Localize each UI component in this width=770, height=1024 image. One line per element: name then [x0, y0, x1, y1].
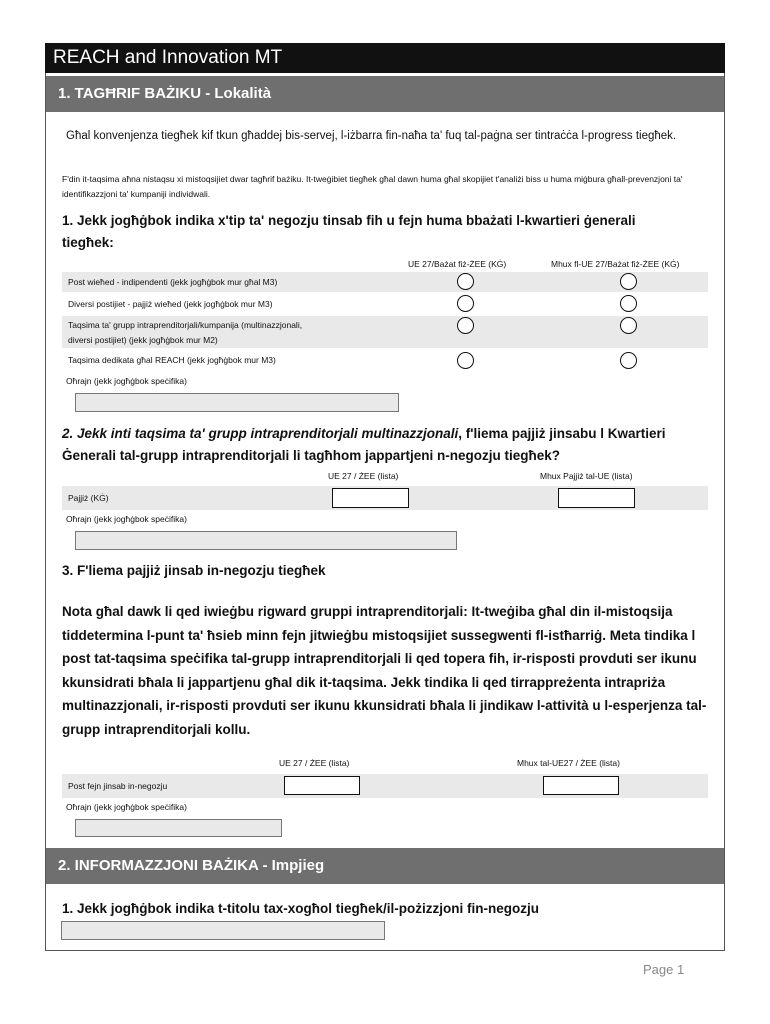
- other-input[interactable]: [75, 819, 282, 837]
- intro-text: Għal konvenjenza tiegħek kif tkun għaddej bis-servej, l-iżbarra fin-naħa ta' fuq tal-paġna ser tintraċċa l-progress tiegħek.: [66, 130, 677, 142]
- other-label: Oħrajn (jekk jogħġbok speċifika): [66, 802, 187, 812]
- other-input[interactable]: [75, 393, 399, 412]
- question-2-rest: , f'liema pajjiż jinsabu l Kwartieri Ġenerali tal-grupp intraprenditorjali li tagħhom jappartjeni n-negozju tiegħek?: [62, 426, 666, 463]
- eu-country-select[interactable]: [332, 488, 409, 508]
- question-2-italic: 2. Jekk inti taqsima ta' grupp intraprenditorjali multinazzjonali: [62, 426, 459, 441]
- question-1: 1. Jekk jogħġbok indika x'tip ta' negozju tinsab fih u fejn huma bbażati l-kwartieri ġenerali tiegħek:: [62, 213, 636, 250]
- question-2: [62, 423, 712, 467]
- radio-single-site-non-eu[interactable]: [620, 273, 637, 290]
- page-number: Page 1: [643, 962, 685, 977]
- eu-location-select[interactable]: [284, 776, 360, 795]
- option-label: Taqsima ta' grupp intraprenditorjali/kumpanija (multinazzjonali,: [68, 320, 303, 330]
- business-location-label: Post fejn jinsab in-negozju: [68, 781, 168, 791]
- section-2-heading: 2. INFORMAZZJONI BAŻIKA - Impjieg: [46, 848, 724, 884]
- other-input[interactable]: [75, 531, 457, 550]
- column-header-non-eu: Mhux fl-UE 27/Bażat fiż-ŻEE (KĠ): [551, 259, 680, 269]
- radio-group-division-non-eu[interactable]: [620, 317, 637, 334]
- column-header-non-eu: Mhux Pajjiż tal-UE (lista): [540, 471, 633, 481]
- section-1-heading: 1. TAGĦRIF BAŻIKU - Lokalità: [46, 76, 724, 112]
- other-label: Oħrajn (jekk jogħġbok speċifika): [66, 376, 187, 386]
- radio-reach-division-eu[interactable]: [457, 352, 474, 369]
- non-eu-country-select[interactable]: [558, 488, 635, 508]
- column-header-non-eu: Mhux tal-UE27 / ŻEE (lista): [517, 758, 620, 768]
- privacy-note: F'din it-taqsima aħna nistaqsu xi mistoqsijiet dwar tagħrif bażiku. It-tweġibiet tiegħek għal dawn huma għal skopijiet t'analiżi biss u huma miġbura għall-prevenzjoni ta' identifikazzjoni ta' kumpaniji individwali.: [62, 174, 683, 199]
- option-label-cont: diversi postijiet) (jekk jogħġbok mur M2): [68, 335, 218, 345]
- column-header-eu: UE 27/Bażat fiż-ŻEE (KĠ): [408, 259, 507, 269]
- other-label: Oħrajn (jekk jogħġbok speċifika): [66, 514, 187, 524]
- radio-single-site-eu[interactable]: [457, 273, 474, 290]
- form-title: REACH and Innovation MT: [45, 43, 725, 73]
- non-eu-location-select[interactable]: [543, 776, 619, 795]
- option-row-multi-site: [62, 294, 708, 314]
- option-row-single-site: [62, 272, 708, 292]
- option-label: Post wieħed - indipendenti (jekk jogħġbok mur għal M3): [68, 277, 278, 287]
- group-note: Nota għal dawk li qed iwieġbu rigward gruppi intraprenditorjali: It-tweġiba għal din il-mistoqsija tiddetermina l-punt ta' ħsieb minn fejn jitwieġbu mistoqsijiet sussegwenti fl-istħarriġ. Meta tindika l post tat-taqsima speċifika tal-grupp intraprenditorjali li qed topera fih, ir-risposti provduti ser ikunu kkunsidrati bħala li jappartjenu għal dik it-taqsima. Jekk tindika li qed tirrappreżenta intrapriża multinazzjonali, ir-risposti provduti ser ikunu kkunsidrati bħala li jindikaw l-attività u l-esperjenza tal-grupp intraprenditorjali kollu.: [62, 604, 707, 737]
- question-3: 3. F'liema pajjiż jinsab in-negozju tiegħek: [62, 563, 326, 578]
- radio-group-division-eu[interactable]: [457, 317, 474, 334]
- option-row-reach-division: [62, 350, 708, 370]
- option-label: Taqsima dedikata għal REACH (jekk jogħġbok mur M3): [68, 355, 276, 365]
- country-label: Pajjiż (KĠ): [68, 493, 109, 503]
- radio-reach-division-non-eu[interactable]: [620, 352, 637, 369]
- column-header-eu: UE 27 / ŻEE (lista): [279, 758, 350, 768]
- column-header-eu: UE 27 / ŻEE (lista): [328, 471, 399, 481]
- option-row-group-division: [62, 316, 708, 348]
- job-title-input[interactable]: [61, 921, 385, 940]
- radio-multi-site-non-eu[interactable]: [620, 295, 637, 312]
- radio-multi-site-eu[interactable]: [457, 295, 474, 312]
- job-title-question: 1. Jekk jogħġbok indika t-titolu tax-xogħol tiegħek/il-pożizzjoni fin-negozju: [62, 901, 540, 916]
- option-label: Diversi postijiet - pajjiż wieħed (jekk jogħġbok mur M3): [68, 299, 273, 309]
